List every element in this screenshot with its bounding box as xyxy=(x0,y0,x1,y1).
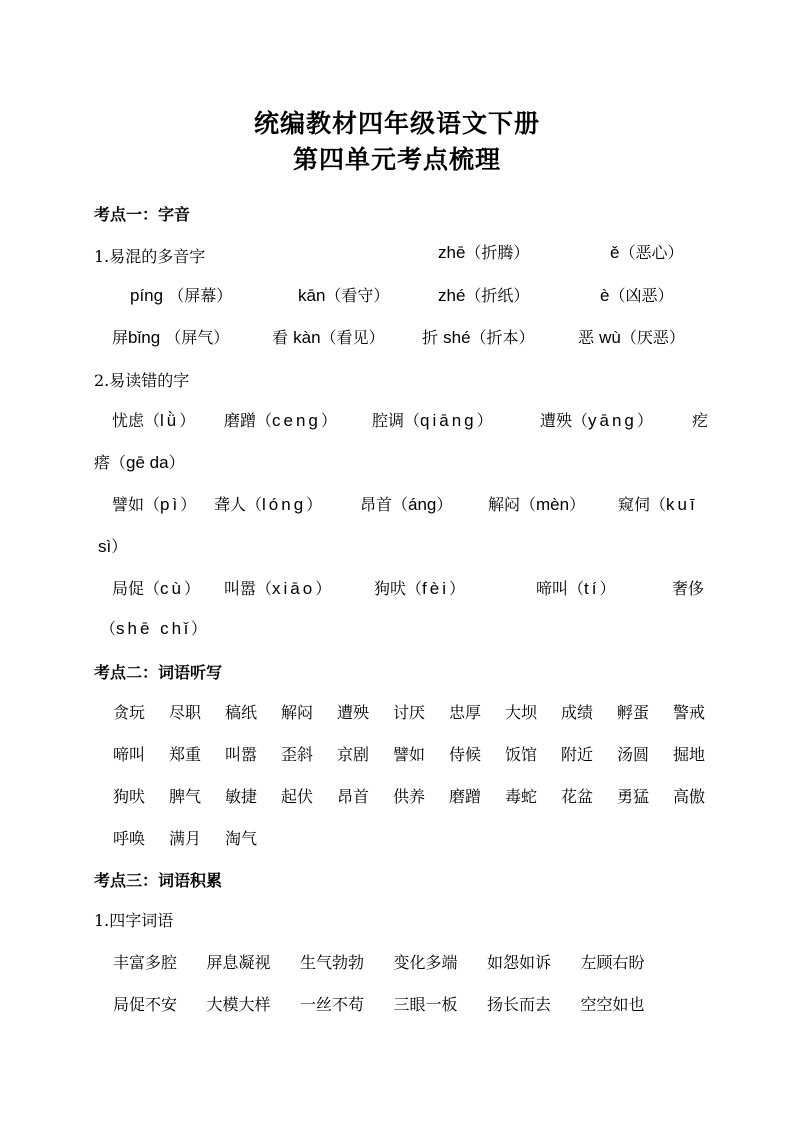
dictation-word: 叫嚣 xyxy=(225,745,258,764)
poly-item-ping: píng （屏幕） xyxy=(130,286,233,305)
dictation-word: 附近 xyxy=(561,745,594,764)
misread-item: 譬如（pì） xyxy=(112,495,197,514)
idiom-word: 扬长而去 xyxy=(487,995,552,1014)
misread-item: 磨蹭（ceng） xyxy=(224,411,337,430)
dictation-word: 郑重 xyxy=(169,745,202,764)
dictation-word: 掘地 xyxy=(673,745,706,764)
dictation-word: 汤圆 xyxy=(617,745,650,764)
misread-item: 瘩（gē da） xyxy=(94,453,185,472)
dictation-word: 解闷 xyxy=(281,703,314,722)
misread-item: 奢侈 xyxy=(672,579,705,598)
poly-item-she: 折 shé（折本） xyxy=(422,328,535,347)
subheading-idioms: 1.四字词语 xyxy=(94,911,174,930)
dictation-word: 侍候 xyxy=(449,745,482,764)
dictation-word: 起伏 xyxy=(281,787,314,806)
misread-item: 窥伺（kuī xyxy=(618,495,698,514)
misread-item: 叫嚣（xiāo） xyxy=(224,579,332,598)
poly-item-zhe1: zhē（折腾） xyxy=(438,243,530,262)
misread-item: （shē chǐ） xyxy=(100,619,207,638)
dictation-word: 花盆 xyxy=(561,787,594,806)
dictation-word: 勇猛 xyxy=(617,787,650,806)
dictation-word: 磨蹭 xyxy=(449,787,482,806)
dictation-word: 讨厌 xyxy=(393,703,426,722)
dictation-word: 忠厚 xyxy=(449,703,482,722)
idiom-word: 左顾右盼 xyxy=(580,953,645,972)
dictation-word: 大坝 xyxy=(505,703,538,722)
dictation-word: 脾气 xyxy=(169,787,202,806)
misread-item: sì） xyxy=(98,537,128,556)
misread-item: 局促（cù） xyxy=(112,579,200,598)
poly-item-kan4: 看 kàn（看见） xyxy=(272,328,385,347)
misread-item: 解闷（mèn） xyxy=(488,495,586,514)
document-subtitle: 第四单元考点梳理 xyxy=(292,145,501,174)
dictation-word: 狗吠 xyxy=(113,787,146,806)
misread-item: 疙 xyxy=(692,411,709,430)
idiom-word: 一丝不苟 xyxy=(300,995,365,1014)
dictation-word: 毒蛇 xyxy=(505,787,538,806)
dictation-word: 成绩 xyxy=(561,703,594,722)
dictation-word: 饭馆 xyxy=(505,745,538,764)
document-title: 统编教材四年级语文下册 xyxy=(253,109,540,138)
dictation-word: 歪斜 xyxy=(281,745,314,764)
poly-item-kan1: kān（看守） xyxy=(298,286,390,305)
dictation-word: 尽职 xyxy=(169,703,202,722)
dictation-word: 供养 xyxy=(393,787,426,806)
poly-item-e4: è（凶恶） xyxy=(600,286,674,305)
dictation-word: 稿纸 xyxy=(225,703,258,722)
dictation-word: 高傲 xyxy=(673,787,706,806)
misread-item: 腔调（qiāng） xyxy=(372,411,493,430)
dictation-word: 昂首 xyxy=(337,787,370,806)
idiom-word: 变化多端 xyxy=(393,953,458,972)
idiom-word: 丰富多腔 xyxy=(113,953,178,972)
poly-item-bing: 屏bǐng （屏气） xyxy=(112,328,230,347)
idiom-word: 三眼一板 xyxy=(393,995,458,1014)
dictation-word: 譬如 xyxy=(393,745,426,764)
misread-item: 啼叫（tí） xyxy=(536,579,616,598)
section-heading-3: 考点三：词语积累 xyxy=(94,871,223,890)
idiom-word: 如怨如诉 xyxy=(487,953,552,972)
dictation-word: 敏捷 xyxy=(225,787,258,806)
misread-item: 忧虑（lǜ） xyxy=(112,411,196,430)
idiom-word: 大模大样 xyxy=(206,995,271,1014)
poly-item-wu: 恶 wù（厌恶） xyxy=(578,328,685,347)
idiom-word: 屏息凝视 xyxy=(206,953,271,972)
misread-item: 昂首（áng） xyxy=(360,495,453,514)
dictation-word: 啼叫 xyxy=(113,745,146,764)
poly-item-e3: ě（恶心） xyxy=(610,243,684,262)
dictation-word: 呼唤 xyxy=(113,829,146,848)
dictation-word: 警戒 xyxy=(673,703,706,722)
dictation-word: 贪玩 xyxy=(113,703,146,722)
misread-item: 聋人（lóng） xyxy=(214,495,323,514)
misread-item: 狗吠（fèi） xyxy=(374,579,465,598)
idiom-word: 局促不安 xyxy=(113,995,178,1014)
dictation-word: 遭殃 xyxy=(337,703,370,722)
dictation-word: 淘气 xyxy=(225,829,258,848)
idiom-word: 空空如也 xyxy=(580,995,645,1014)
idiom-word: 生气勃勃 xyxy=(300,953,365,972)
subheading-misread: 2.易读错的字 xyxy=(94,371,190,390)
subheading-polyphones: 1.易混的多音字 xyxy=(94,247,206,266)
poly-item-zhe2: zhé（折纸） xyxy=(438,286,530,305)
dictation-word: 满月 xyxy=(169,829,202,848)
dictation-word: 孵蛋 xyxy=(617,703,650,722)
dictation-word: 京剧 xyxy=(337,745,370,764)
section-heading-1: 考点一：字音 xyxy=(94,205,191,224)
misread-item: 遭殃（yāng） xyxy=(540,411,653,430)
section-heading-2: 考点二：词语听写 xyxy=(94,663,223,682)
